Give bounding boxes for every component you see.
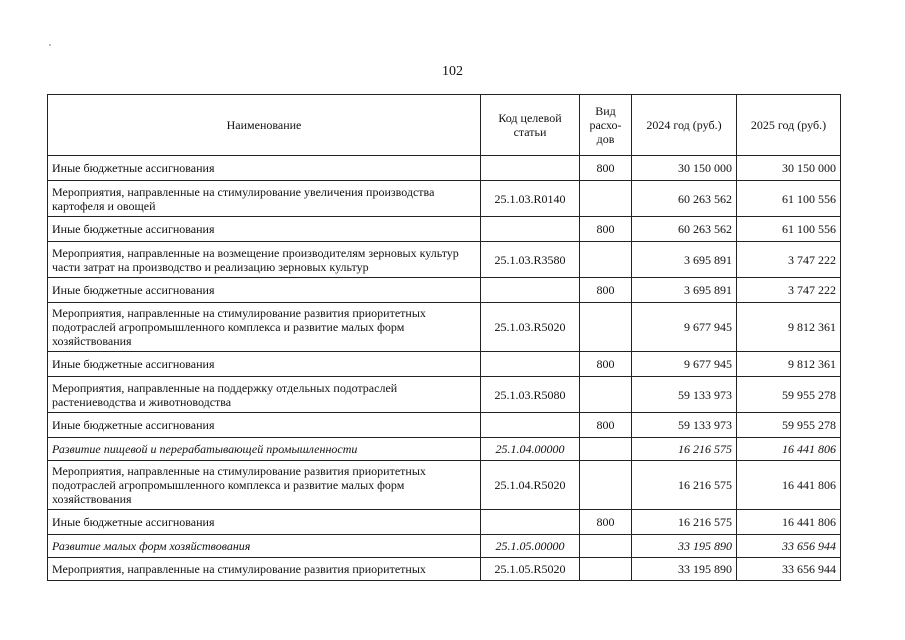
cell-code: 25.1.04.00000 <box>481 438 580 461</box>
table-row <box>48 181 841 217</box>
header-kind: Вид расхо-дов <box>580 95 632 156</box>
cell-2025: 3 747 222 <box>737 278 841 303</box>
cell-kind: 800 <box>580 278 632 303</box>
cell-code <box>481 510 580 535</box>
cell-kind: 800 <box>580 217 632 242</box>
cell-code <box>481 217 580 242</box>
cell-name: Мероприятия, направленные на поддержку отдельных подотраслей растениеводства и животноводства <box>48 377 481 413</box>
cell-2024: 3 695 891 <box>632 242 737 278</box>
header-code: Код целевой статьи <box>481 95 580 156</box>
cell-2024: 33 195 890 <box>632 535 737 558</box>
cell-code <box>481 352 580 377</box>
cell-code: 25.1.03.R5020 <box>481 303 580 352</box>
cell-2025: 33 656 944 <box>737 558 841 581</box>
cell-2025: 16 441 806 <box>737 461 841 510</box>
cell-2024: 59 133 973 <box>632 413 737 438</box>
table-row <box>48 303 841 352</box>
cell-2025: 33 656 944 <box>737 535 841 558</box>
cell-name: Иные бюджетные ассигнования <box>48 352 481 377</box>
cell-kind <box>580 242 632 278</box>
cell-kind <box>580 303 632 352</box>
cell-kind <box>580 558 632 581</box>
table-row <box>48 242 841 278</box>
budget-table <box>47 94 841 581</box>
cell-code: 25.1.03.R3580 <box>481 242 580 278</box>
cell-kind <box>580 535 632 558</box>
cell-2024: 16 216 575 <box>632 438 737 461</box>
cell-kind <box>580 461 632 510</box>
cell-2024: 9 677 945 <box>632 352 737 377</box>
cell-2025: 59 955 278 <box>737 377 841 413</box>
table-row <box>48 156 841 181</box>
cell-2024: 60 263 562 <box>632 181 737 217</box>
cell-name: Иные бюджетные ассигнования <box>48 413 481 438</box>
header-year-2024: 2024 год (руб.) <box>632 95 737 156</box>
cell-name: Иные бюджетные ассигнования <box>48 278 481 303</box>
cell-2025: 61 100 556 <box>737 181 841 217</box>
scan-speck <box>49 44 51 46</box>
cell-code <box>481 156 580 181</box>
table-header-row <box>48 95 841 156</box>
table-row <box>48 278 841 303</box>
cell-2025: 9 812 361 <box>737 303 841 352</box>
cell-code <box>481 278 580 303</box>
cell-name: Мероприятия, направленные на стимулирование развития приоритетных подотраслей агропромышленного комплекса и развитие малых форм хозяйствования <box>48 461 481 510</box>
cell-2025: 59 955 278 <box>737 413 841 438</box>
cell-name: Развитие пищевой и перерабатывающей промышленности <box>48 438 481 461</box>
cell-code: 25.1.03.R5080 <box>481 377 580 413</box>
table-row <box>48 510 841 535</box>
cell-name: Иные бюджетные ассигнования <box>48 156 481 181</box>
cell-2025: 3 747 222 <box>737 242 841 278</box>
cell-code: 25.1.03.R0140 <box>481 181 580 217</box>
cell-2024: 3 695 891 <box>632 278 737 303</box>
table-row <box>48 217 841 242</box>
table-row <box>48 352 841 377</box>
cell-code: 25.1.04.R5020 <box>481 461 580 510</box>
table-row-section <box>48 535 841 558</box>
cell-2025: 16 441 806 <box>737 510 841 535</box>
table-row <box>48 558 841 581</box>
cell-2025: 30 150 000 <box>737 156 841 181</box>
cell-2024: 16 216 575 <box>632 461 737 510</box>
cell-name: Мероприятия, направленные на стимулирование развития приоритетных подотраслей агропромышленного комплекса и развитие малых форм хозяйствования <box>48 303 481 352</box>
cell-2024: 16 216 575 <box>632 510 737 535</box>
cell-kind: 800 <box>580 413 632 438</box>
cell-code: 25.1.05.R5020 <box>481 558 580 581</box>
cell-name: Мероприятия, направленные на стимулирование развития приоритетных <box>48 558 481 581</box>
header-year-2025: 2025 год (руб.) <box>737 95 841 156</box>
cell-kind: 800 <box>580 352 632 377</box>
table-row <box>48 377 841 413</box>
cell-2024: 59 133 973 <box>632 377 737 413</box>
cell-name: Мероприятия, направленные на возмещение производителям зерновых культур части затрат на производство и реализацию зерновых культур <box>48 242 481 278</box>
cell-kind: 800 <box>580 156 632 181</box>
cell-kind <box>580 377 632 413</box>
cell-2025: 9 812 361 <box>737 352 841 377</box>
cell-name: Мероприятия, направленные на стимулирование увеличения производства картофеля и овощей <box>48 181 481 217</box>
cell-2024: 33 195 890 <box>632 558 737 581</box>
table-row <box>48 461 841 510</box>
cell-name: Иные бюджетные ассигнования <box>48 510 481 535</box>
cell-2024: 9 677 945 <box>632 303 737 352</box>
cell-code: 25.1.05.00000 <box>481 535 580 558</box>
table-row <box>48 413 841 438</box>
header-name: Наименование <box>48 95 481 156</box>
cell-2024: 60 263 562 <box>632 217 737 242</box>
cell-name: Иные бюджетные ассигнования <box>48 217 481 242</box>
cell-kind: 800 <box>580 510 632 535</box>
cell-2025: 61 100 556 <box>737 217 841 242</box>
table-row-section <box>48 438 841 461</box>
cell-name: Развитие малых форм хозяйствования <box>48 535 481 558</box>
cell-code <box>481 413 580 438</box>
page-number: 102 <box>442 64 463 79</box>
cell-kind <box>580 181 632 217</box>
cell-2024: 30 150 000 <box>632 156 737 181</box>
cell-kind <box>580 438 632 461</box>
cell-2025: 16 441 806 <box>737 438 841 461</box>
